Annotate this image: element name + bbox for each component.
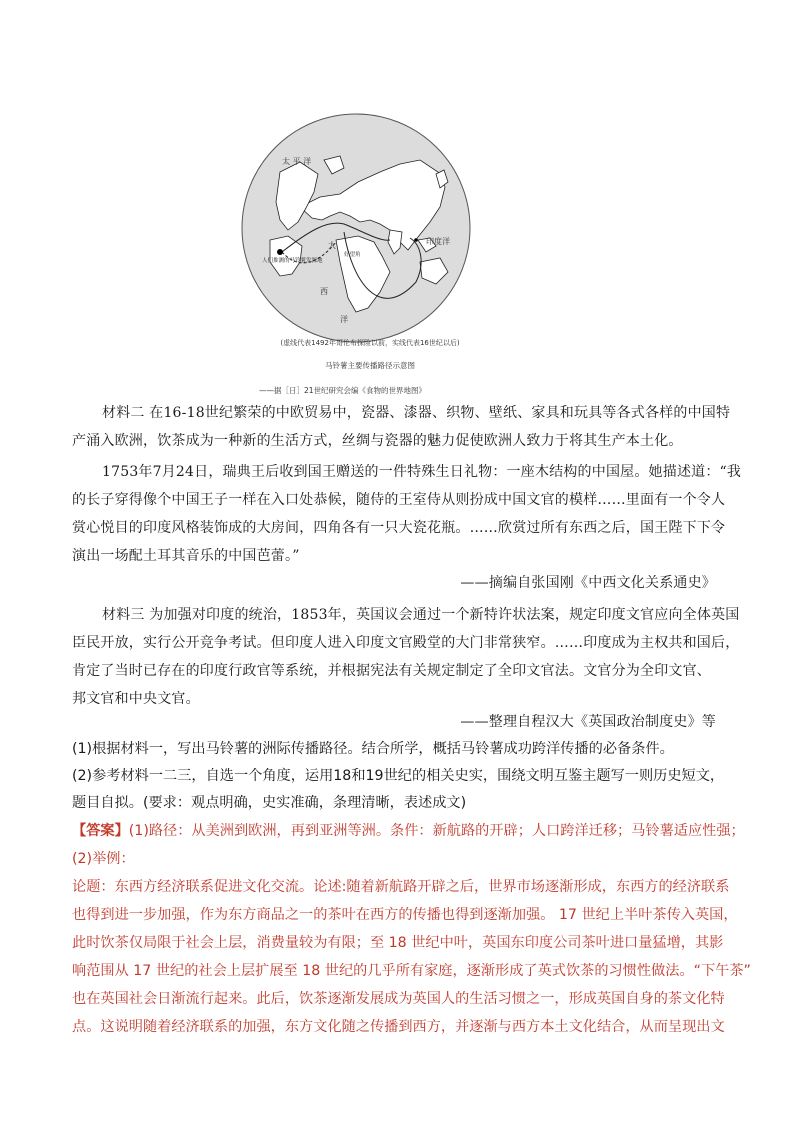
question-2-line1: (2)参考材料一二三，自选一个角度，运用18和19世纪的相关史实，围绕文明互鉴主题写一则历史短文， [72,768,725,784]
answer-2-line6: 点。这说明随着经济联系的加强，东方文化随之传播到西方，并逐渐与西方本土文化结合，从而呈现出文 [72,1019,725,1035]
map-source: ——据［日］21世纪研究会编《食物的世界地图》 [258,386,426,395]
label-atlantic-3: 洋 [340,315,348,324]
material2-source: ——摘编自张国刚《中西文化关系通史》 [460,575,716,591]
route-dot [414,238,418,242]
material3-line4: 邦文官和中央文官。 [72,691,200,707]
origin-dot [277,249,283,255]
answer-tag: 【答案】 [72,823,129,839]
label-indian: 印度洋 [426,237,450,246]
material3-line2: 臣民开放，实行公开竞争考试。但印度人进入印度文官殿堂的大门非常狭窄。……印度成为主权共和国后， [72,635,740,651]
label-origin: 人们推测的马铃薯发源地 [262,258,323,264]
answer-2-line4: 响范围从 17 世纪的社会上层扩展至 18 世纪的几乎所有家庭，逐渐形成了英式饮茶的习惯性做法。“下午茶” [72,963,751,979]
map-title: 马铃薯主要传播路径示意图 [325,361,415,370]
material2-p1-line2: 产涌入欧洲，饮茶成为一种新的生活方式，丝绸与瓷器的魅力促使欧洲人致力于将其生产本土化。 [72,433,683,449]
material3-line1: 材料三 为加强对印度的统治，1853年，英国议会通过一个新特许状法案，规定印度文官应向全体英国 [102,607,740,623]
label-pacific: 太 平 洋 [282,157,312,166]
answer-2-line1: 论题：东西方经济联系促进文化交流。论述:随着新航路开辟之后，世界市场逐渐形成，东西方的经济联系 [72,879,730,895]
answer-1: (1)路径：从美洲到欧洲，再到亚洲等洲。条件：新航路的开辟；人口跨洋迁移；马铃薯适应性强； [128,823,745,839]
question-2-line2: 题目自拟。(要求：观点明确，史实准确，条理清晰，表述成文) [72,795,467,811]
material3-line3: 肯定了当时已存在的印度行政官等系统，并根据宪法有关规定制定了全印文官法。文官分为全印文官、 [72,663,711,679]
answer-2-heading: (2)举例： [72,851,135,867]
map-note: (虚线代表1492年哥伦布探险以前，实线代表16世纪以后) [280,339,460,347]
label-cape: 好望角 [344,252,361,258]
potato-route-map [240,112,472,344]
label-atlantic-1: 大 [328,241,336,250]
material2-p2-line2: 的长子穿得像个中国王子一样在入口处恭候，随侍的王室侍从则扮成中国文官的模样……里面有一个令人 [72,492,726,508]
answer-2-line5: 也在英国社会日渐流行起来。此后，饮茶逐渐发展成为英国人的生活习惯之一，形成英国自身的茶文化特 [72,991,725,1007]
answer-1-line [72,820,745,840]
material2-p1-line1: 材料二 在16-18世纪繁荣的中欧贸易中，瓷器、漆器、织物、壁纸、家具和玩具等各式各样的中国特 [102,405,731,421]
material3-source: ——整理自程汉大《英国政治制度史》等 [460,714,716,730]
answer-2-line3: 此时饮茶仅局限于社会上层，消费量较为有限；至 18 世纪中叶，英国东印度公司茶叶进口量猛增，其影 [72,935,724,951]
material2-p2-line1: 1753年7月24日，瑞典王后收到国王赠送的一件特殊生日礼物：一座木结构的中国屋。她描述道：“我 [102,464,742,480]
globe-map-figure [240,112,472,344]
material2-p2-line4: 演出一场配土耳其音乐的中国芭蕾。” [72,548,300,564]
question-1: (1)根据材料一，写出马铃薯的洲际传播路径。结合所学，概括马铃薯成功跨洋传播的必备条件。 [72,741,674,757]
answer-2-line2: 也得到进一步加强，作为东方商品之一的茶叶在西方的传播也得到逐渐加强。 17 世纪上半叶茶传入英国， [72,907,738,923]
label-atlantic-2: 西 [320,287,328,296]
material2-p2-line3: 赏心悦目的印度风格装饰成的大房间，四角各有一只大瓷花瓶。……欣赏过所有东西之后，国王陛下下令 [72,520,726,536]
